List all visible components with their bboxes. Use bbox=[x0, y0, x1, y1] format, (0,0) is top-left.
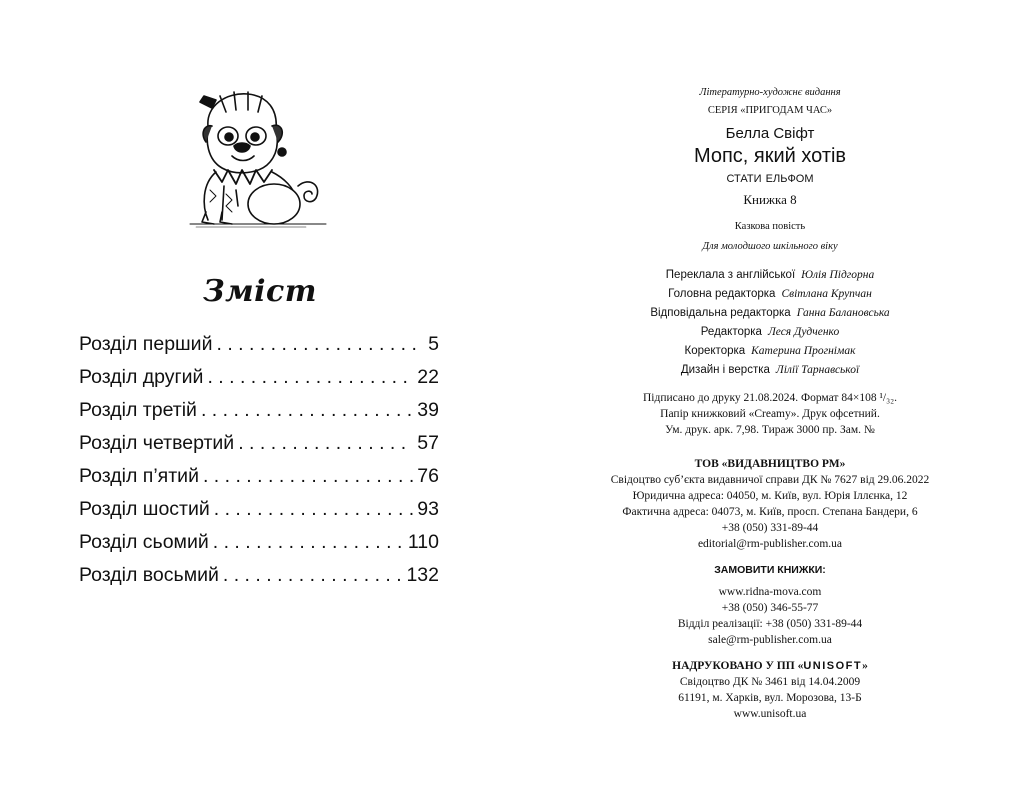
order-heading: ЗАМОВИТИ КНИЖКИ: bbox=[714, 564, 826, 576]
printer-line: Свідоцтво ДК № 3461 від 14.04.2009 bbox=[679, 676, 861, 688]
toc-entry-title: Розділ сьомий bbox=[79, 531, 209, 553]
print-info-line: Папір книжковий «Creamy». Друк офсетний. bbox=[660, 408, 880, 420]
credit-name: Леся Дудченко bbox=[767, 326, 840, 338]
toc-entry-title: Розділ четвертий bbox=[79, 432, 235, 454]
publisher-line: Юридична адреса: 04050, м. Київ, вул. Юрія Іллєнка, 12 bbox=[632, 490, 908, 502]
toc-dot-leader bbox=[203, 465, 413, 488]
credit-line bbox=[590, 361, 950, 380]
toc-entry-page: 76 bbox=[417, 465, 439, 487]
series-name: СЕРІЯ «ПРИГОДАМ ЧАС» bbox=[707, 105, 833, 116]
publisher-line: editorial@rm-publisher.com.ua bbox=[697, 538, 843, 550]
order-line: +38 (050) 346-55-77 bbox=[721, 602, 819, 614]
publisher-block bbox=[590, 456, 950, 552]
order-line: sale@rm-publisher.com.ua bbox=[708, 634, 832, 646]
credit-role: Головна редакторка bbox=[668, 288, 776, 300]
credit-role: Редакторка bbox=[700, 326, 762, 338]
toc-title: Зміст bbox=[202, 274, 318, 309]
printer-line: 61191, м. Харків, вул. Морозова, 13-Б bbox=[678, 692, 862, 704]
toc-entry-page: 22 bbox=[417, 366, 439, 388]
printer-heading bbox=[590, 658, 950, 674]
credit-name: Світлана Крупчан bbox=[781, 288, 872, 300]
toc-entry bbox=[79, 498, 439, 531]
genre: Казкова повість bbox=[734, 221, 806, 232]
toc-dot-leader bbox=[214, 498, 414, 521]
toc-entry bbox=[79, 465, 439, 498]
author-name: Белла Свіфт bbox=[725, 125, 815, 142]
credit-name: Катерина Прогнімак bbox=[751, 345, 856, 357]
toc-entry bbox=[79, 432, 439, 465]
credit-line bbox=[590, 323, 950, 342]
table-of-contents bbox=[79, 333, 439, 597]
credit-name: Юлія Підгорна bbox=[801, 269, 875, 281]
book-number: Книжка 8 bbox=[743, 192, 797, 207]
publisher-line: Свідоцтво суб’єкта видавничої справи ДК № 7627 від 29.06.2022 bbox=[610, 474, 930, 486]
pug-illustration bbox=[186, 86, 332, 244]
audience: Для молодшого шкільного віку bbox=[702, 241, 838, 252]
toc-entry-title: Розділ перший bbox=[79, 333, 213, 355]
order-line: Відділ реалізації: +38 (050) 331-89-44 bbox=[677, 618, 863, 630]
credit-role: Дизайн і верстка bbox=[680, 364, 770, 376]
credit-role: Відповідальна редакторка bbox=[650, 307, 791, 319]
toc-dot-leader bbox=[207, 366, 413, 389]
credit-line bbox=[590, 342, 950, 361]
toc-entry-title: Розділ третій bbox=[79, 399, 197, 421]
toc-entry bbox=[79, 366, 439, 399]
printer-name: UNISOFT bbox=[803, 660, 863, 672]
credits bbox=[590, 266, 950, 380]
toc-entry-page: 57 bbox=[417, 432, 439, 454]
toc-dot-leader bbox=[213, 531, 404, 554]
credit-line bbox=[590, 285, 950, 304]
toc-entry bbox=[79, 399, 439, 432]
toc-dot-leader bbox=[201, 399, 413, 422]
book-title-line1: Мопс, який хотів bbox=[693, 145, 847, 167]
toc-entry-title: Розділ другий bbox=[79, 366, 204, 388]
toc-entry bbox=[79, 531, 439, 564]
toc-entry bbox=[79, 564, 439, 597]
edition-type: Літературно-художнє видання bbox=[699, 87, 841, 98]
toc-entry-title: Розділ восьмий bbox=[79, 564, 219, 586]
print-info bbox=[590, 390, 950, 438]
credit-line bbox=[590, 304, 950, 323]
credit-line bbox=[590, 266, 950, 285]
toc-entry-page: 39 bbox=[417, 399, 439, 421]
credit-role: Переклала з англійської bbox=[665, 269, 796, 281]
toc-entry-title: Розділ п’ятий bbox=[79, 465, 199, 487]
order-block bbox=[590, 562, 950, 648]
book-title-line2: стати ельфом bbox=[726, 169, 814, 186]
credit-name: Ганна Балановська bbox=[796, 307, 890, 319]
toc-entry-page: 93 bbox=[417, 498, 439, 520]
toc-dot-leader bbox=[238, 432, 413, 455]
credit-name: Лілії Тарнавської bbox=[775, 364, 860, 376]
printer-block bbox=[590, 658, 950, 722]
publisher-name: ТОВ «ВИДАВНИЦТВО РМ» bbox=[694, 458, 846, 470]
publisher-line: Фактична адреса: 04073, м. Київ, просп. Степана Бандери, 6 bbox=[622, 506, 918, 518]
print-info-line: Підписано до друку 21.08.2024. Формат 84×108 ¹/₃₂. bbox=[643, 392, 897, 404]
publisher-line: +38 (050) 331-89-44 bbox=[721, 522, 819, 534]
toc-entry bbox=[79, 333, 439, 366]
printer-heading-suffix: » bbox=[862, 660, 868, 672]
imprint-page bbox=[590, 86, 950, 722]
toc-dot-leader bbox=[223, 564, 403, 587]
print-info-line: Ум. друк. арк. 7,98. Тираж 3000 пр. Зам. № bbox=[665, 424, 875, 436]
credit-role: Коректорка bbox=[684, 345, 746, 357]
printer-line: www.unisoft.ua bbox=[733, 708, 807, 720]
toc-entry-page: 132 bbox=[406, 564, 439, 586]
toc-entry-title: Розділ шостий bbox=[79, 498, 210, 520]
toc-dot-leader bbox=[216, 333, 424, 356]
printer-heading-prefix: НАДРУКОВАНО У ПП « bbox=[672, 660, 804, 672]
order-line: www.ridna-mova.com bbox=[718, 586, 822, 598]
toc-entry-page: 5 bbox=[428, 333, 439, 355]
toc-entry-page: 110 bbox=[407, 531, 439, 553]
